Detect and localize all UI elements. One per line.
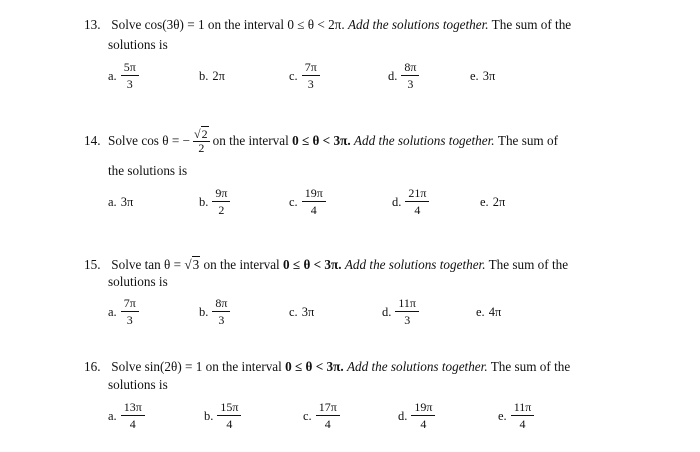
- question-14-prompt: [84, 128, 558, 154]
- fraction: 15π 4: [217, 400, 241, 432]
- q14-choice-e[interactable]: e. 2π: [480, 195, 506, 209]
- fraction: 11π 3: [395, 296, 419, 328]
- q15-choice-d[interactable]: d. 11π 3: [382, 296, 419, 328]
- question-14-line2: the solutions is: [108, 163, 188, 178]
- equation: sin(2θ) = 1: [144, 359, 203, 374]
- fraction: 19π 4: [411, 400, 435, 432]
- equation-root: √3: [184, 257, 200, 272]
- prompt-start: Solve: [111, 257, 142, 272]
- question-number: 15.: [84, 257, 101, 272]
- interval: 0 ≤ θ < 3π.: [285, 359, 344, 374]
- question-16-prompt: [84, 360, 570, 373]
- q16-choice-e[interactable]: e. 11π 4: [498, 400, 534, 432]
- equation: cos(3θ) = 1: [144, 17, 205, 32]
- equation-left: cos θ = −: [141, 133, 191, 149]
- equation-left: tan θ =: [144, 257, 182, 272]
- q14-choice-b[interactable]: b. 9π 2: [199, 186, 230, 218]
- fraction: 7π 3: [121, 296, 139, 328]
- prompt-tail: The sum of the: [488, 257, 569, 272]
- q16-choice-c[interactable]: c. 17π 4: [303, 400, 340, 432]
- q15-choice-c[interactable]: c. 3π: [289, 305, 315, 319]
- fraction: 17π 4: [316, 400, 340, 432]
- interval-text: on the interval: [203, 257, 280, 272]
- interval-text: on the interval: [205, 359, 282, 374]
- q13-choice-c[interactable]: c. 7π 3: [289, 60, 320, 92]
- q13-choice-a[interactable]: a. 5π 3: [108, 60, 139, 92]
- interval: 0 ≤ θ < 2π.: [287, 17, 345, 32]
- fraction: 9π 2: [212, 186, 230, 218]
- q14-choice-a[interactable]: a. 3π: [108, 195, 134, 209]
- question-13-prompt: [84, 18, 571, 31]
- q16-choice-d[interactable]: d. 19π 4: [398, 400, 435, 432]
- q14-choice-d[interactable]: d. 21π 4: [392, 186, 429, 218]
- fraction: 13π 4: [121, 400, 145, 432]
- interval: 0 ≤ θ < 3π.: [283, 257, 342, 272]
- q16-choice-a[interactable]: a. 13π 4: [108, 400, 145, 432]
- fraction: 5π 3: [121, 60, 139, 92]
- equation-fraction: $\frac{√2}{2}$: [194, 127, 208, 155]
- q13-choice-e[interactable]: e. 3π: [470, 69, 496, 83]
- q15-choice-b[interactable]: b. 8π 3: [199, 296, 230, 328]
- q15-choice-a[interactable]: a. 7π 3: [108, 296, 139, 328]
- q13-choice-b[interactable]: b. 2π: [199, 69, 225, 83]
- fraction: 19π 4: [302, 186, 326, 218]
- interval: 0 ≤ θ < 3π.: [292, 133, 351, 149]
- fraction: 11π 4: [511, 400, 535, 432]
- question-number: 14.: [84, 133, 101, 149]
- q16-choice-b[interactable]: b. 15π 4: [204, 400, 241, 432]
- fraction: 7π 3: [302, 60, 320, 92]
- prompt-tail: The sum of the: [490, 359, 571, 374]
- prompt-start: Solve: [111, 17, 142, 32]
- question-number: 13.: [84, 17, 101, 32]
- q15-choice-e[interactable]: e. 4π: [476, 305, 502, 319]
- interval-text: on the interval: [207, 17, 285, 32]
- question-16-line2: solutions is: [108, 377, 168, 392]
- instruction: Add the solutions together.: [346, 359, 488, 374]
- instruction: Add the solutions together.: [347, 17, 489, 32]
- fraction: 8π 3: [212, 296, 230, 328]
- interval-text: on the interval: [212, 133, 289, 149]
- fraction: 21π 4: [405, 186, 429, 218]
- q14-choice-c[interactable]: c. 19π 4: [289, 186, 326, 218]
- instruction: Add the solutions together.: [353, 133, 495, 149]
- instruction: Add the solutions together.: [344, 257, 486, 272]
- q13-choice-d[interactable]: d. 8π 3: [388, 60, 419, 92]
- question-15-prompt: [84, 258, 568, 271]
- question-15-line2: solutions is: [108, 274, 168, 289]
- question-number: 16.: [84, 359, 101, 374]
- fraction: 8π 3: [401, 60, 419, 92]
- prompt-tail: The sum of the: [491, 17, 572, 32]
- prompt-tail: The sum of: [497, 133, 558, 149]
- prompt-start: Solve: [111, 359, 142, 374]
- question-13-line2: solutions is: [108, 37, 168, 52]
- prompt-start: Solve: [108, 133, 139, 149]
